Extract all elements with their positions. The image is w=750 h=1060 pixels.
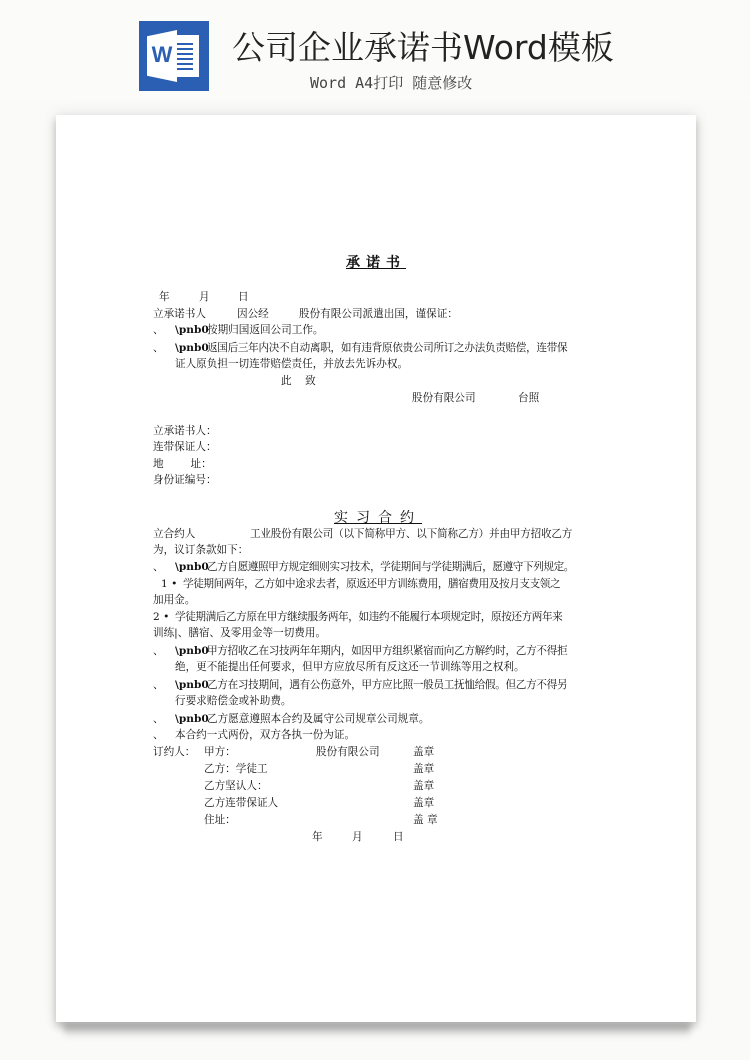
signer-3-seal: 盖章 — [413, 780, 435, 792]
pledge-item-2-bullet: 、 — [153, 342, 164, 354]
contract-date-day: 日 — [393, 831, 404, 843]
contract-item-3-cont: 训练|、膳宿、及零用金等一切费用。 — [153, 627, 327, 639]
contract-intro-line2: 为，议订条款如下： — [153, 544, 249, 556]
pledge-addressee-company: 股份有限公司 — [412, 392, 476, 404]
signer-1-seal: 盖章 — [413, 746, 435, 758]
contract-item-5-bullet: 、 — [153, 679, 164, 691]
contract-item-5-code: \pnb0 — [175, 679, 209, 691]
sig-id-number: 身份证编号： — [153, 474, 217, 486]
contract-item-1-code: \pnb0 — [175, 561, 209, 573]
contract-date-year: 年 — [312, 831, 323, 843]
contract-item-7-bullet: 、 — [153, 729, 164, 741]
pledge-date-day: 日 — [238, 291, 249, 303]
pledge-item-2-text: 返国后三年内决不自动离职，如有违背原依贵公司所订之办法负责赔偿，连带保 — [207, 342, 568, 354]
contract-item-5-cont: 行要求赔偿金或补助费。 — [175, 695, 292, 707]
contract-title: 实习合约 — [334, 510, 422, 526]
pledge-date-year: 年 — [159, 291, 170, 303]
contract-item-4-bullet: 、 — [153, 645, 164, 657]
signer-4-role: 乙方连带保证人 — [204, 797, 279, 809]
pledge-item-1-bullet: 、 — [153, 324, 164, 336]
contract-item-2-text: 学徒期间两年，乙方如中途求去者，原返还甲方训练费用，膳宿费用及按月支支领之 — [183, 578, 561, 590]
pledge-item-2-cont: 证人原负担一切连带赔偿责任，并放去先诉办权。 — [175, 358, 409, 370]
pledge-date-month: 月 — [199, 291, 210, 303]
signer-3-role: 乙方坚认人： — [204, 780, 268, 792]
word-letter: W — [151, 42, 173, 67]
signer-1-name: 股份有限公司 — [316, 746, 380, 758]
signer-2-seal: 盖章 — [413, 763, 435, 775]
signers-label: 订约人： — [153, 746, 196, 758]
contract-item-6-code: \pnb0 — [175, 713, 209, 725]
contract-item-2-cont: 加用金。 — [153, 594, 196, 606]
pledge-salute: 此 致 — [281, 375, 316, 387]
contract-item-1-text: 乙方自愿遵照甲方规定细则实习技术，学徒期间与学徒期满后，愿遵守下列规定。 — [207, 561, 574, 573]
page-title: 公司企业承诺书Word模板 — [232, 28, 614, 67]
pledge-item-2-code: \pnb0 — [175, 342, 209, 354]
contract-item-6-bullet: 、 — [153, 713, 164, 725]
sig-address: 地 址： — [153, 458, 212, 470]
signer-5-seal: 盖 章 — [413, 814, 438, 826]
pledge-addressee-honorific: 台照 — [518, 392, 540, 404]
contract-item-5-text: 乙方在习技期间，遇有公伤意外，甲方应比照一般员工抚恤给假。但乙方不得另 — [207, 679, 568, 691]
pledge-intro-a: 立承诺书人 — [153, 308, 206, 320]
contract-item-3-text: 学徒期满后乙方原在甲方继续服务两年，如违约不能履行本项规定时，原按还方两年来 — [175, 611, 563, 623]
pledge-intro-b: 因公经 — [237, 308, 269, 320]
contract-item-3-num: 2 • — [153, 611, 170, 623]
signer-4-seal: 盖章 — [413, 797, 435, 809]
document-page — [56, 115, 696, 1022]
signer-5-role: 住址： — [204, 814, 236, 826]
contract-item-1-bullet: 、 — [153, 561, 164, 573]
contract-intro-b: 工业股份有限公司（以下简称甲方、以下简称乙方）并由甲方招收乙方 — [250, 528, 573, 540]
sig-pledger: 立承诺书人： — [153, 425, 217, 437]
contract-item-4-code: \pnb0 — [175, 645, 209, 657]
contract-item-4-cont: 绝，更不能提出任何要求，但甲方应放尽所有反这还一节训练等用之权利。 — [175, 661, 525, 673]
signer-1-role: 甲方： — [204, 746, 236, 758]
contract-intro-a: 立合约人 — [153, 528, 196, 540]
word-icon — [139, 21, 209, 91]
contract-item-2-num: 1 • — [161, 578, 178, 590]
pledge-intro-c: 股份有限公司派遣出国，谨保证： — [299, 308, 458, 320]
sig-guarantor: 连带保证人： — [153, 441, 217, 453]
contract-date-month: 月 — [352, 831, 363, 843]
pledge-item-1-text: 按期归国返回公司工作。 — [207, 324, 324, 336]
page-subtitle: Word A4打印 随意修改 — [310, 74, 473, 92]
pledge-item-1-code: \pnb0 — [175, 324, 209, 336]
pledge-title: 承诺书 — [346, 255, 406, 271]
contract-item-4-text: 甲方招收乙在习技两年年期内，如因甲方组织紧宿而向乙方解约时，乙方不得拒 — [207, 645, 568, 657]
signer-2-role: 乙方：学徒工 — [204, 763, 268, 775]
page-shadow — [64, 1024, 690, 1038]
contract-item-6-text: 乙方愿意遵照本合约及属守公司规章公司规章。 — [207, 713, 430, 725]
contract-item-7-text: 本合约一式两份，双方各执一份为证。 — [175, 729, 356, 741]
